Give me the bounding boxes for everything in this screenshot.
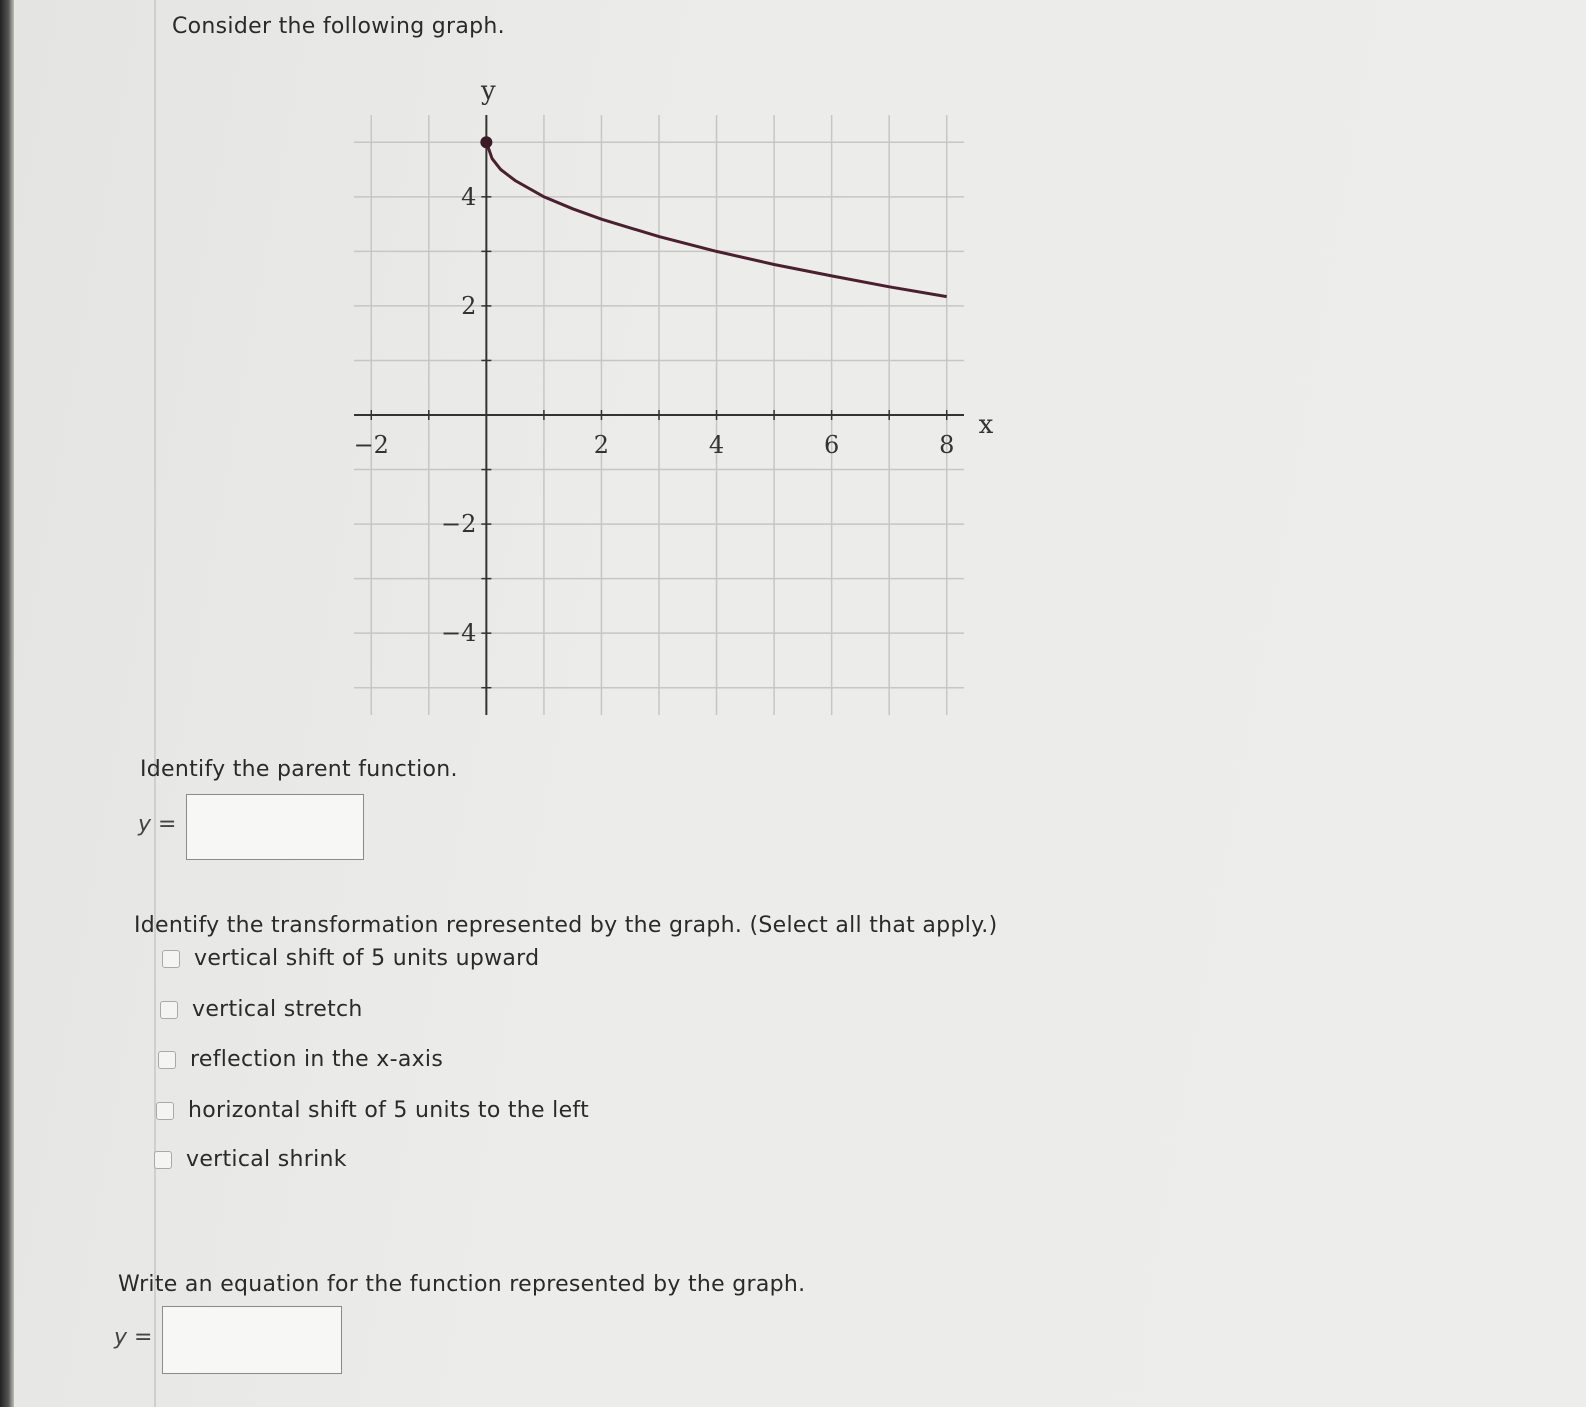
parent-function-prompt: Identify the parent function. — [140, 757, 458, 782]
option-checkbox[interactable] — [160, 1001, 178, 1019]
option-vertical-shrink[interactable] — [154, 1147, 347, 1172]
y-tick-label: −4 — [440, 619, 477, 648]
option-label: vertical stretch — [192, 997, 363, 1022]
y-tick-label: −2 — [440, 510, 477, 539]
option-horizontal-shift[interactable] — [156, 1098, 589, 1123]
x-tick-label: 2 — [593, 431, 610, 459]
y-axis-label: y — [481, 76, 496, 106]
transformation-prompt: Identify the transformation represented by the graph. (Select all that apply.) — [134, 913, 998, 938]
option-vertical-shift[interactable] — [162, 946, 539, 971]
x-tick-label: −2 — [353, 431, 389, 459]
graph-curve-layer — [480, 136, 946, 296]
x-axis-label: x — [978, 410, 994, 440]
x-tick-label: 4 — [708, 431, 725, 459]
function-graph — [324, 75, 1024, 715]
equation-eq-prefix: y = — [114, 1325, 153, 1350]
left-margin-rule — [154, 0, 156, 1407]
option-label: reflection in the x-axis — [190, 1047, 444, 1072]
option-vertical-stretch[interactable] — [160, 997, 363, 1022]
y-tick-label: 2 — [461, 291, 477, 320]
equation-input[interactable] — [162, 1306, 342, 1374]
x-tick-label: 6 — [824, 431, 840, 459]
option-checkbox[interactable] — [158, 1051, 176, 1069]
option-label: vertical shift of 5 units upward — [194, 946, 540, 971]
option-checkbox[interactable] — [156, 1102, 174, 1120]
option-reflection-x-axis[interactable] — [158, 1047, 443, 1072]
screen-edge — [0, 0, 14, 1407]
prompt-text: Consider the following graph. — [172, 14, 505, 39]
option-checkbox[interactable] — [162, 950, 180, 968]
question-page — [14, 0, 1586, 1407]
curve-endpoint-dot — [480, 136, 492, 148]
option-checkbox[interactable] — [154, 1151, 172, 1169]
option-label: vertical shrink — [186, 1147, 347, 1172]
x-tick-label: 8 — [939, 431, 955, 459]
equation-prompt: Write an equation for the function represented by the graph. — [118, 1272, 806, 1297]
parent-function-input[interactable] — [186, 794, 364, 860]
option-label: horizontal shift of 5 units to the left — [188, 1098, 589, 1123]
parent-function-eq-prefix: y = — [138, 812, 177, 837]
y-tick-label: 4 — [461, 182, 477, 211]
